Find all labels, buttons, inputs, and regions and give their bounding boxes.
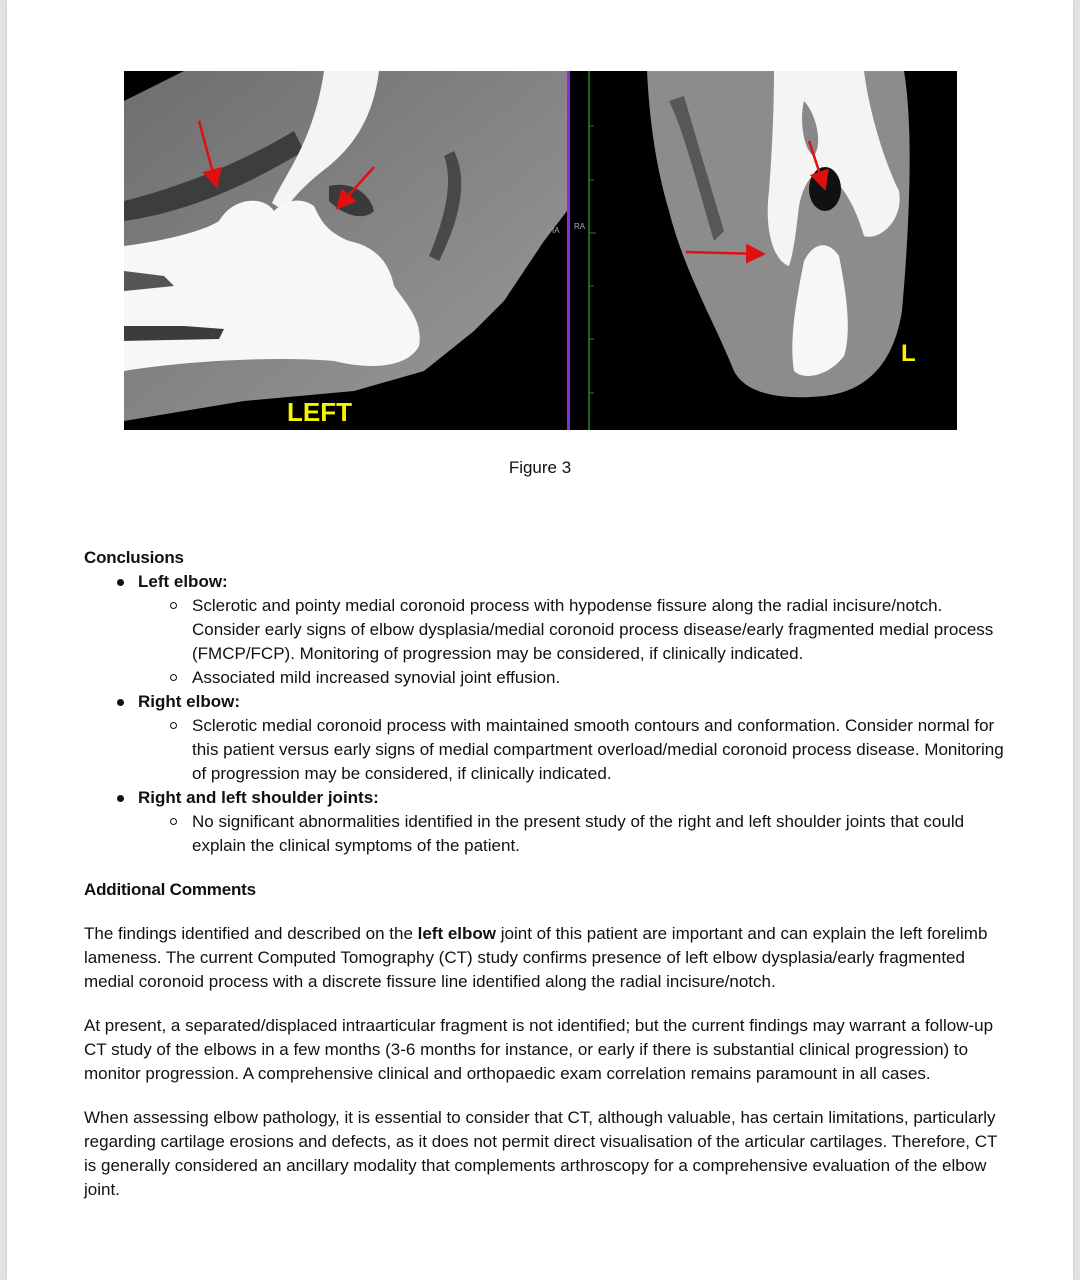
- ct-image: [124, 71, 957, 430]
- conclusions-heading: Conclusions: [84, 548, 184, 567]
- circle-bullet-icon: [170, 674, 177, 681]
- bold-text-run: left elbow: [417, 924, 497, 943]
- ct-figure: [124, 71, 957, 430]
- left-ct-panel: [124, 71, 567, 430]
- figure-caption: Figure 3: [508, 458, 572, 477]
- comment-paragraph-1: [84, 922, 1004, 994]
- conclusion-subitem: [138, 810, 1004, 858]
- document-page: [7, 0, 1073, 1280]
- conclusion-subitem: [138, 714, 1004, 786]
- orientation-marker-ia: IA: [552, 226, 560, 235]
- orientation-marker-ra: RA: [574, 222, 586, 231]
- conclusion-label: Right and left shoulder joints:: [138, 788, 379, 807]
- comment-paragraph-2: At present, a separated/displaced intraarticular fragment is not identified; but the current findings may warrant a follow-up CT study of the elbows in a few months (3-6 months for instance, or early if there is substantial clinical progression) to monitor progression. A comprehensive clinical and orthopaedic exam correlation remains paramount in all cases.: [84, 1016, 994, 1083]
- subitem-text: No significant abnormalities identified in the present study of the right and left shoulder joints that could explain the clinical symptoms of the patient.: [192, 812, 965, 855]
- additional-comments-heading: Additional Comments: [84, 880, 256, 899]
- text-run: The findings identified and described on the: [84, 924, 418, 943]
- panel-divider: [567, 71, 570, 430]
- bullet-icon: [117, 579, 124, 586]
- conclusion-label: Right elbow:: [138, 692, 240, 711]
- bullet-icon: [117, 699, 124, 706]
- conclusion-item-shoulders: [84, 786, 1004, 858]
- report-content: [84, 546, 1004, 1202]
- circle-bullet-icon: [170, 602, 177, 609]
- circle-bullet-icon: [170, 722, 177, 729]
- text-run: joint of this patient are important and can explain the left forelimb lameness. The current Computed Tomography (CT) study confirms presence of left elbow dysplasia/early fragmented medial coronoid process with a discrete fissure line identified along the radial incisure/notch.: [84, 924, 988, 991]
- subitem-text: Sclerotic and pointy medial coronoid process with hypodense fissure along the radial incisure/notch. Consider early signs of elbow dysplasia/medial coronoid process disease/early fragmented medial process (FMCP/FCP). Monitoring of progression may be considered, if clinically indicated.: [192, 596, 994, 663]
- subitem-text: Associated mild increased synovial joint effusion.: [192, 668, 561, 687]
- conclusion-item-right-elbow: [84, 690, 1004, 786]
- conclusions-list: [84, 570, 1004, 858]
- bullet-icon: [117, 795, 124, 802]
- right-panel-label: L: [901, 340, 916, 367]
- comment-paragraph-3: When assessing elbow pathology, it is essential to consider that CT, although valuable, has certain limitations, particularly regarding cartilage erosions and defects, as it does not permit direct visualisation of the articular cartilages. Therefore, CT is generally considered an ancillary modality that complements arthroscopy for a comprehensive evaluation of the elbow joint.: [84, 1108, 998, 1199]
- right-ct-panel: [570, 71, 957, 430]
- subitem-text: Sclerotic medial coronoid process with maintained smooth contours and conformation. Consider normal for this patient versus early signs of medial compartment overload/medial coronoid process disease. Monitoring of progression may be considered, if clinically indicated.: [192, 716, 1004, 783]
- conclusion-item-left-elbow: [84, 570, 1004, 690]
- conclusion-subitem: [138, 594, 1004, 666]
- circle-bullet-icon: [170, 818, 177, 825]
- left-panel-label: LEFT: [287, 397, 352, 427]
- conclusion-subitem: [138, 666, 1004, 690]
- conclusion-label: Left elbow:: [138, 572, 228, 591]
